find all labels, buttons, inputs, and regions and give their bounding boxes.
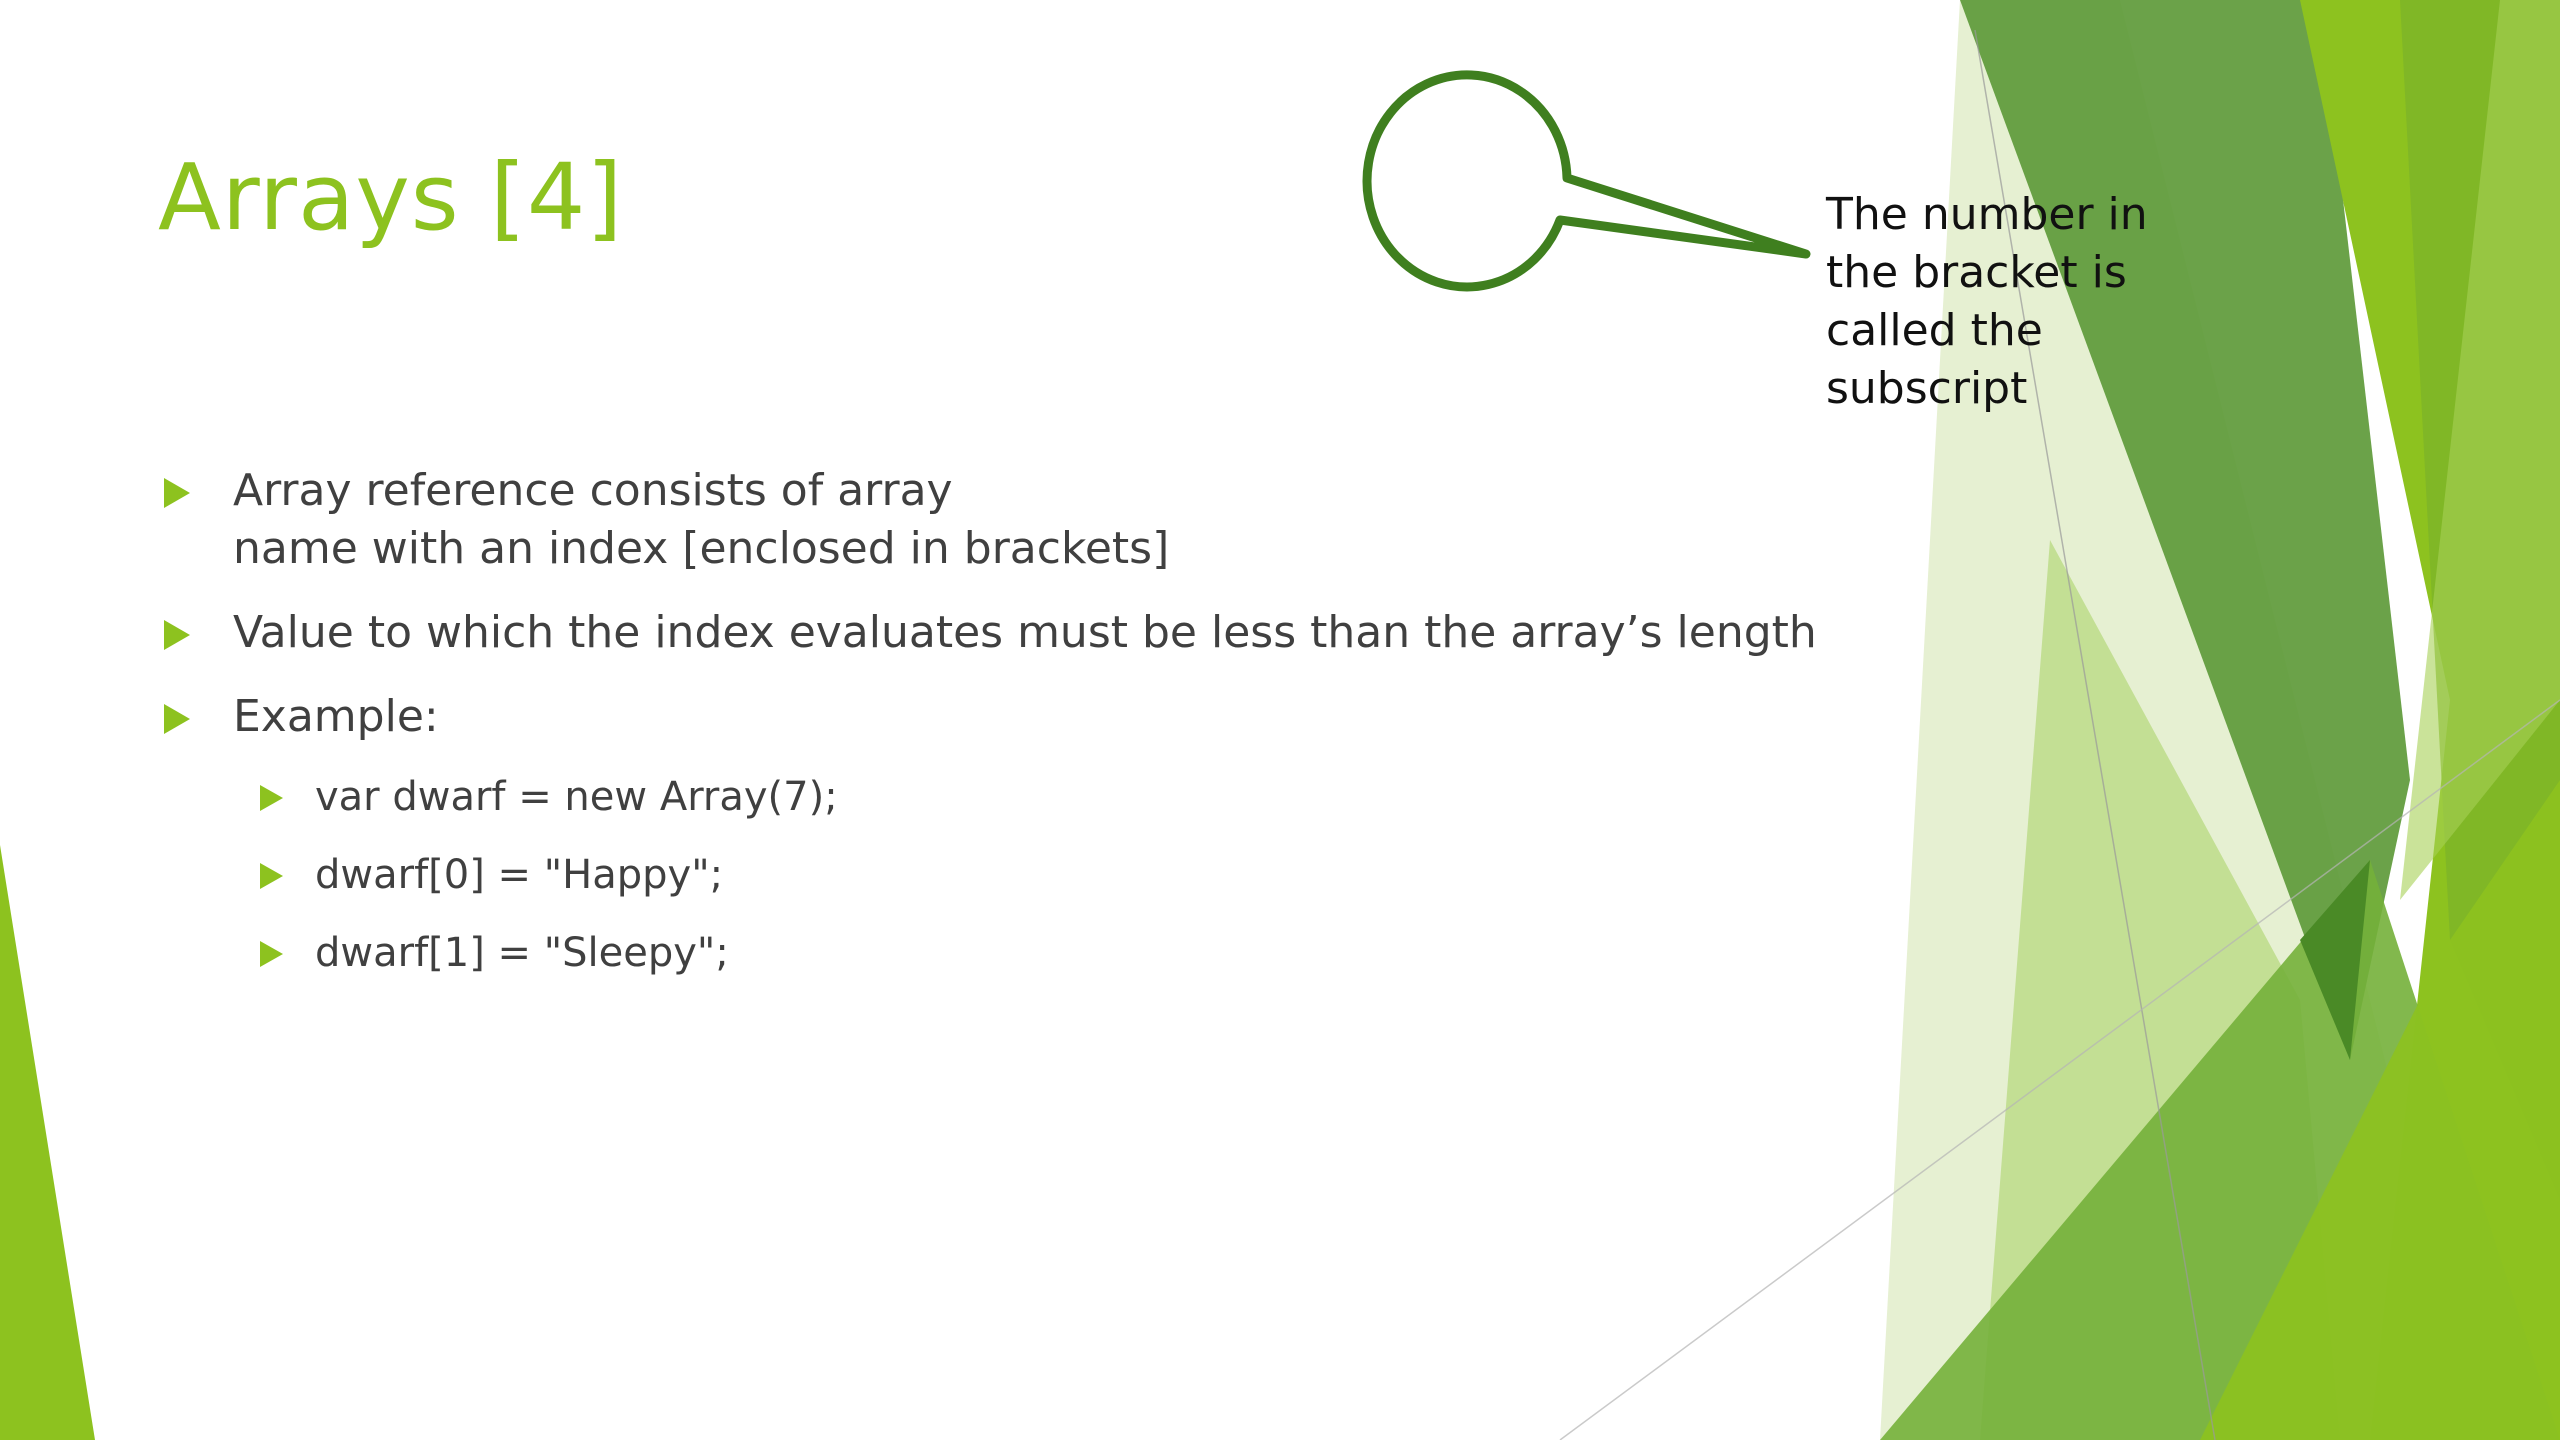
bullet-text: Example: bbox=[233, 691, 439, 742]
sub-bullet-text: dwarf[1] = "Sleepy"; bbox=[315, 930, 729, 976]
triangle-right-icon bbox=[164, 478, 190, 508]
triangle-right-icon bbox=[164, 704, 190, 734]
triangle-right-icon bbox=[260, 785, 283, 811]
bullet-item bbox=[158, 604, 1838, 662]
triangle-right-icon bbox=[164, 620, 190, 650]
bullet-text: Value to which the index evaluates must be less than the array’s length bbox=[233, 607, 1817, 658]
speech-bubble-icon bbox=[1360, 70, 1820, 310]
sub-bullet-item bbox=[158, 846, 1838, 904]
left-edge-shape bbox=[0, 845, 95, 1440]
sub-bullet-item bbox=[158, 924, 1838, 982]
slide-title: Arrays [4] bbox=[158, 144, 624, 251]
bullet-list bbox=[158, 462, 1838, 1002]
callout-text: The number in the bracket is called the subscript bbox=[1826, 189, 2148, 414]
sub-bullet-text: var dwarf = new Array(7); bbox=[315, 774, 838, 820]
sub-bullet-text: dwarf[0] = "Happy"; bbox=[315, 852, 724, 898]
triangle-right-icon bbox=[260, 941, 283, 967]
triangle-right-icon bbox=[260, 863, 283, 889]
bullet-item bbox=[158, 462, 1838, 578]
sub-bullet-item bbox=[158, 768, 1838, 826]
bullet-text: Array reference consists of array name with an index [enclosed in brackets] bbox=[233, 465, 1170, 574]
bullet-item bbox=[158, 688, 1838, 746]
callout-shape bbox=[1367, 75, 1806, 287]
